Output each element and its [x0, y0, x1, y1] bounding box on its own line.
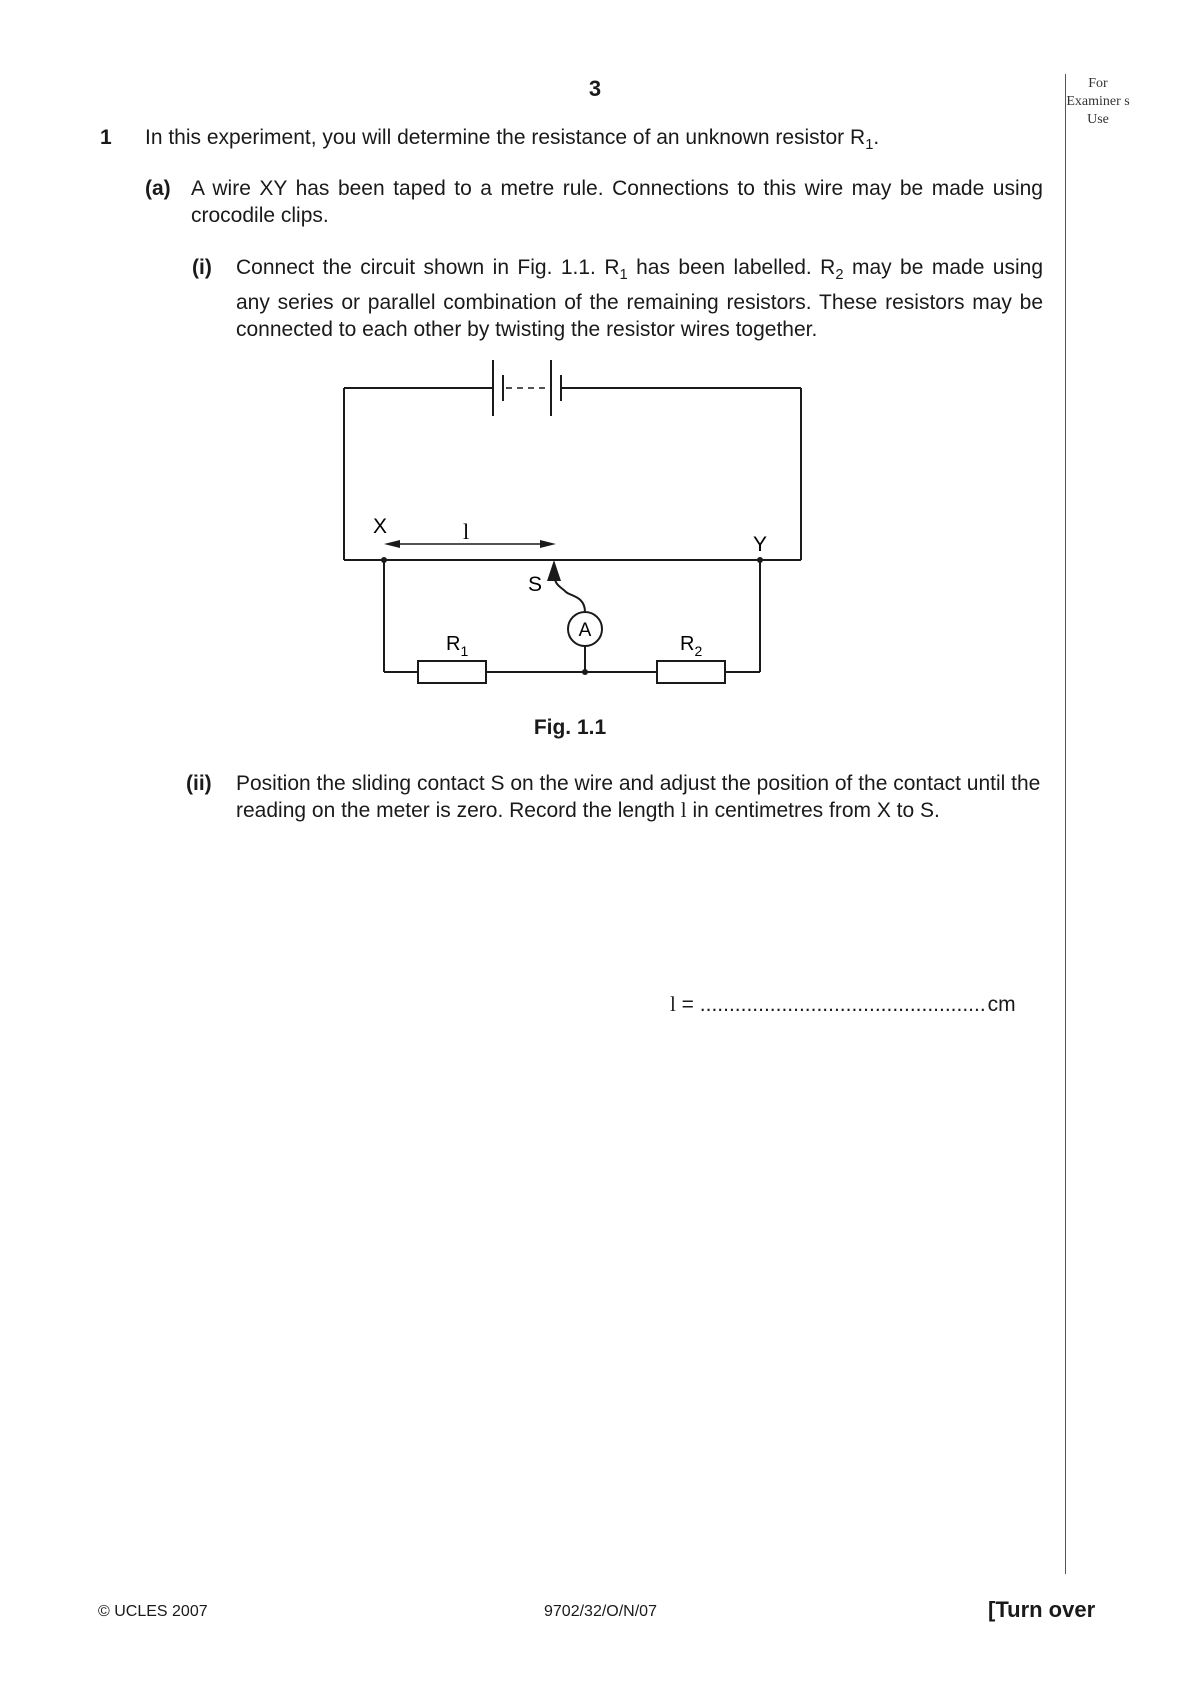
sliding-contact-arrowhead	[547, 560, 561, 581]
label-r2	[680, 633, 702, 659]
part-a-text: A wire XY has been taped to a metre rule. Connections to this wire may be made using crocodile clips.	[191, 177, 1043, 227]
question-number: 1	[100, 126, 112, 149]
footer-copyright: © UCLES 2007	[98, 1603, 208, 1620]
part-i-text-1: Connect the circuit shown in Fig. 1.1. R	[236, 256, 620, 279]
part-i-text-3: may be made using any series or parallel combination of the remaining resistors. These resistors may be connected to each other by twisting the resistor wires together.	[236, 256, 1044, 342]
resistor-r2	[657, 661, 725, 683]
answer-symbol: l	[670, 992, 676, 1016]
footer-paper-code: 9702/32/O/N/07	[544, 1603, 657, 1620]
junction-bottom	[582, 669, 588, 675]
junction-x	[381, 557, 387, 563]
answer-unit: cm	[987, 993, 1016, 1016]
part-ii-length-symbol: l	[680, 798, 687, 822]
label-r1-letter: R	[446, 633, 461, 655]
label-s: S	[527, 573, 543, 596]
margin-label-line-1: For	[1088, 76, 1108, 91]
part-ii-text-1: Position the sliding contact S on the wire and adjust the position of the contact until the reading on the meter is zero. Record the length	[236, 772, 1041, 822]
length-arrow-head-left	[384, 540, 400, 548]
part-ii-text-2: in centimetres from X to S.	[686, 799, 940, 822]
question-intro-text: In this experiment, you will determine the resistance of an unknown resistor R	[145, 126, 866, 149]
label-ammeter: A	[578, 620, 592, 641]
answer-line[interactable]	[670, 992, 1016, 1017]
question-intro-subscript: 1	[865, 137, 874, 154]
margin-label-line-3: Use	[1087, 112, 1109, 127]
label-length: l	[462, 519, 470, 544]
answer-equals: =	[675, 993, 700, 1016]
part-i-label: (i)	[192, 256, 212, 279]
footer-turn-over: [Turn over	[988, 1597, 1096, 1622]
junction-y	[757, 557, 763, 563]
part-i-sub-1: 1	[619, 267, 628, 284]
label-r2-letter: R	[680, 633, 695, 655]
label-r1	[446, 633, 468, 659]
part-ii-text	[236, 770, 1043, 824]
resistor-r1	[418, 661, 486, 683]
label-r2-subscript: 2	[694, 643, 703, 659]
page-number: 3	[588, 76, 602, 101]
margin-label-line-2: Examiner s	[1066, 94, 1130, 109]
label-x: X	[372, 515, 388, 538]
part-a-label: (a)	[145, 177, 171, 200]
part-ii-label: (ii)	[186, 772, 212, 795]
label-y: Y	[752, 533, 768, 556]
figure-caption: Fig. 1.1	[533, 716, 607, 739]
circuit-diagram	[0, 0, 1190, 760]
answer-dots[interactable]: .................................................	[699, 993, 986, 1016]
question-intro-end: .	[873, 126, 880, 149]
part-i-sub-2: 2	[835, 267, 844, 284]
length-arrow-head-right	[540, 540, 556, 548]
label-r1-subscript: 1	[460, 643, 469, 659]
part-i-text-2: has been labelled. R	[627, 256, 836, 279]
